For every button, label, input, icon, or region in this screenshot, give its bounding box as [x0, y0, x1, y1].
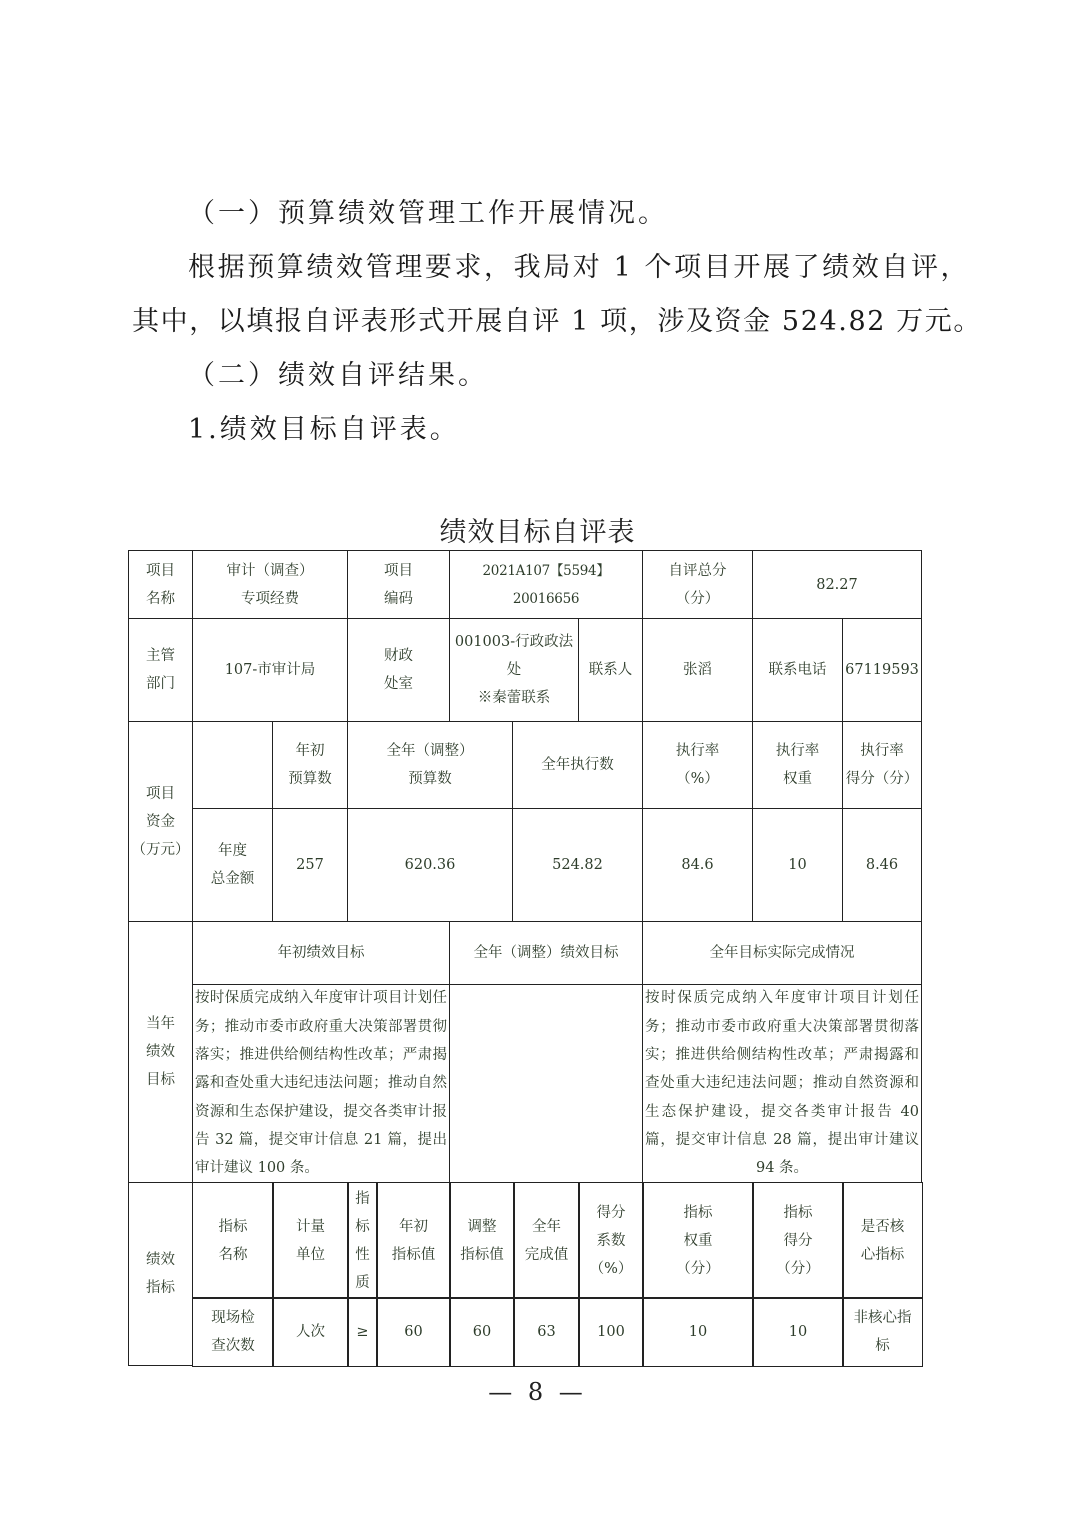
project-code: 2021A107【5594】20016656 [449, 550, 643, 619]
indicator-header-initial: 年初 指标值 [376, 1182, 451, 1299]
finance-label: 财政 处室 [347, 618, 450, 722]
funds-initial: 257 [272, 808, 348, 922]
goals-header-adjusted: 全年（调整）绩效目标 [449, 921, 643, 985]
dept: 107-市审计局 [192, 618, 348, 722]
funds-score: 8.46 [842, 808, 922, 922]
paragraph-line-2: 其中，以填报自评表形式开展自评 1 项，涉及资金 524.82 万元。 [132, 306, 982, 337]
table-title: 绩效目标自评表 [439, 517, 636, 548]
indicator-header-name: 指标 名称 [192, 1182, 274, 1299]
indicators-label: 绩效 指标 [128, 1182, 193, 1366]
goals-actual-text: 按时保质完成纳入年度审计项目计划任务；推动市委市政府重大决策部署贯彻落实；推进供给侧结构性改革；严肃揭露和查处重大违纪违法问题；推动自然资源和生态保护建设，提交各类审计报告 40 篇，提交审计信息 28 篇，提出审计建议 94 条。 [642, 984, 922, 1183]
phone: 67119593 [842, 618, 922, 722]
funds-header-executed: 全年执行数 [512, 721, 643, 809]
total-score-label: 自评总分 （分） [642, 550, 753, 619]
indicator-cell-unit: 人次 [272, 1297, 349, 1367]
paragraph-line-1: 根据预算绩效管理要求，我局对 1 个项目开展了绩效自评， [188, 252, 971, 283]
funds-header-adjusted: 全年（调整） 预算数 [347, 721, 513, 809]
funds-header-rate: 执行率 （%） [642, 721, 753, 809]
indicator-cell-core: 非核心指 标 [842, 1297, 923, 1367]
indicator-cell-name: 现场检 查次数 [192, 1297, 274, 1367]
indicator-cell-completed: 63 [513, 1297, 580, 1367]
contact-label: 联系人 [578, 618, 643, 722]
indicator-header-nature: 指 标 性 质 [347, 1182, 378, 1299]
goals-initial-text: 按时保质完成纳入年度审计项目计划任务；推动市委市政府重大决策部署贯彻落实；推进供给侧结构性改革；严肃揭露和查处重大违纪违法问题；推动自然资源和生态保护建设，提交各类审计报告 32 篇，提交审计信息 21 篇，提出审计建议 100 条。 [192, 984, 450, 1183]
indicator-cell-score: 10 [752, 1297, 844, 1367]
funds-adjusted: 620.36 [347, 808, 513, 922]
indicator-header-adjusted: 调整 指标值 [449, 1182, 515, 1299]
indicator-header-weight: 指标 权重 （分） [642, 1182, 754, 1299]
indicator-cell-weight: 10 [642, 1297, 754, 1367]
project-name: 审计（调查） 专项经费 [192, 550, 348, 619]
heading-self-eval-results: （二）绩效自评结果。 [188, 360, 488, 391]
finance-office: 001003-行政政法 处 ※秦蕾联系 [449, 618, 579, 722]
indicator-header-core: 是否核 心指标 [842, 1182, 923, 1299]
indicator-header-coefficient: 得分 系数 （%） [578, 1182, 644, 1299]
goals-adjusted-text [449, 984, 643, 1183]
total-score: 82.27 [752, 550, 922, 619]
goals-header-actual: 全年目标实际完成情况 [642, 921, 922, 985]
goals-label: 当年 绩效 目标 [128, 921, 193, 1183]
heading-goal-table: 1.绩效目标自评表。 [188, 414, 460, 445]
project-code-label: 项目 编码 [347, 550, 450, 619]
funds-header-weight: 执行率 权重 [752, 721, 843, 809]
phone-label: 联系电话 [752, 618, 843, 722]
contact-person: 张滔 [642, 618, 753, 722]
funds-executed: 524.82 [512, 808, 643, 922]
funds-label: 项目 资金 （万元） [128, 721, 193, 922]
indicator-header-completed: 全年 完成值 [513, 1182, 580, 1299]
funds-header-score: 执行率 得分（分） [842, 721, 922, 809]
indicator-header-unit: 计量 单位 [272, 1182, 349, 1299]
indicator-cell-nature: ≥ [347, 1297, 378, 1367]
funds-weight: 10 [752, 808, 843, 922]
indicator-cell-initial: 60 [376, 1297, 451, 1367]
project-name-label: 项目 名称 [128, 550, 193, 619]
dept-label: 主管 部门 [128, 618, 193, 722]
funds-corner [192, 721, 273, 809]
indicator-cell-adjusted: 60 [449, 1297, 515, 1367]
heading-budget-management: （一）预算绩效管理工作开展情况。 [188, 198, 668, 229]
goals-header-initial: 年初绩效目标 [192, 921, 450, 985]
page-number: — 8 — [488, 1378, 587, 1406]
funds-header-initial: 年初 预算数 [272, 721, 348, 809]
funds-row-label: 年度 总金额 [192, 808, 273, 922]
funds-rate: 84.6 [642, 808, 753, 922]
indicator-header-score: 指标 得分 （分） [752, 1182, 844, 1299]
indicator-cell-coefficient: 100 [578, 1297, 644, 1367]
